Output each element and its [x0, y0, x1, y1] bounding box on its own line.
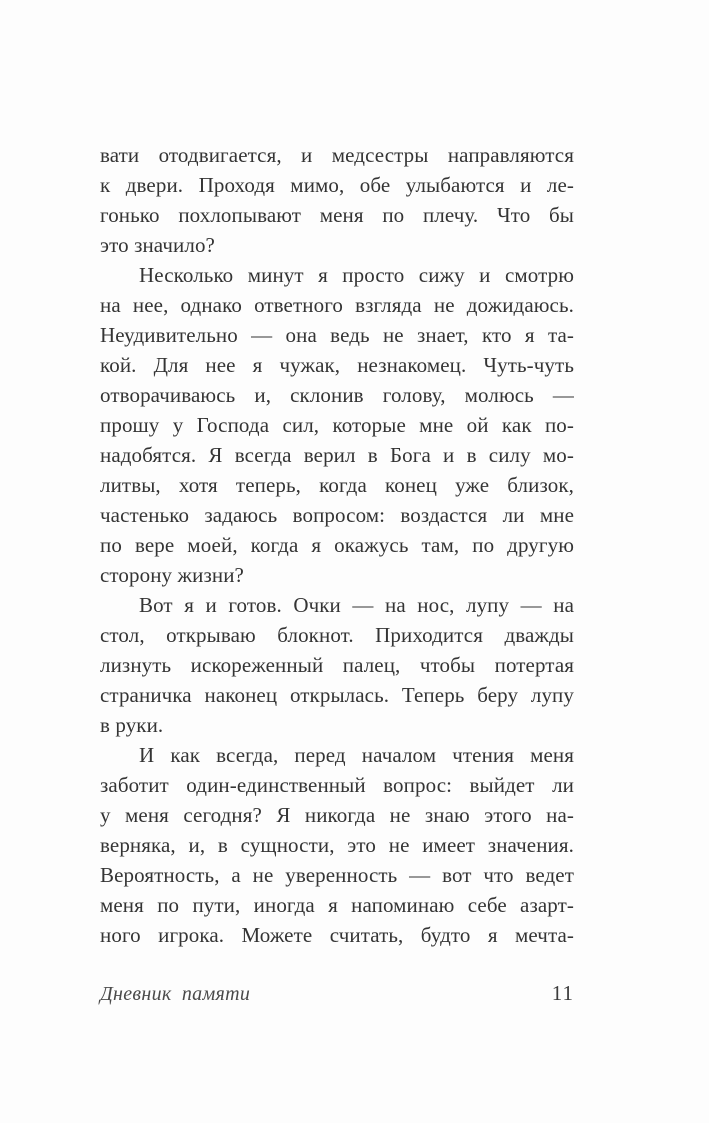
text-line: страничка наконец открылась. Теперь беру лупу: [100, 683, 574, 707]
text-line: меня по пути, иногда я напоминаю себе азарт-: [100, 893, 574, 917]
text-line: лизнуть искореженный палец, чтобы потертая: [100, 653, 574, 677]
text-line: к двери. Проходя мимо, обе улыбаются и ле-: [100, 173, 574, 197]
text-line: Неудивительно — она ведь не знает, кто я та-: [100, 323, 574, 347]
text-line: заботит один-единственный вопрос: выйдет ли: [100, 773, 574, 797]
text-line: Вот я и готов. Очки — на нос, лупу — на: [139, 593, 574, 617]
page-number: 11: [551, 981, 574, 1005]
text-line: по вере моей, когда я окажусь там, по другую: [100, 533, 574, 557]
text-line: кой. Для нее я чужак, незнакомец. Чуть-чуть: [100, 353, 574, 377]
text-line: на нее, однако ответного взгляда не дожидаюсь.: [100, 293, 574, 317]
text-line: вати отодвигается, и медсестры направляются: [100, 143, 574, 167]
text-line: надобятся. Я всегда верил в Бога и в силу мо-: [100, 443, 574, 467]
text-line: частенько задаюсь вопросом: воздастся ли мне: [100, 503, 574, 527]
text-line: сторону жизни?: [100, 563, 244, 587]
text-line: стол, открываю блокнот. Приходится дважды: [100, 623, 574, 647]
text-line: Вероятность, а не уверенность — вот что ведет: [100, 863, 574, 887]
text-line: верняка, и, в сущности, это не имеет значения.: [100, 833, 574, 857]
text-line: Несколько минут я просто сижу и смотрю: [139, 263, 574, 287]
page-footer: [100, 981, 574, 1006]
text-line: в руки.: [100, 713, 164, 737]
text-line: это значило?: [100, 233, 215, 257]
text-line: И как всегда, перед началом чтения меня: [139, 743, 574, 767]
running-title: Дневник памяти: [100, 983, 251, 1005]
text-line: гонько похлопывают меня по плечу. Что бы: [100, 203, 574, 227]
text-line: ного игрока. Можете считать, будто я мечта-: [100, 923, 574, 947]
page-body-text: [100, 140, 574, 950]
text-line: литвы, хотя теперь, когда конец уже близок,: [100, 473, 574, 497]
text-line: отворачиваюсь и, склонив голову, молюсь —: [100, 383, 574, 407]
text-line: прошу у Господа сил, которые мне ой как по-: [100, 413, 574, 437]
text-line: у меня сегодня? Я никогда не знаю этого на-: [100, 803, 574, 827]
